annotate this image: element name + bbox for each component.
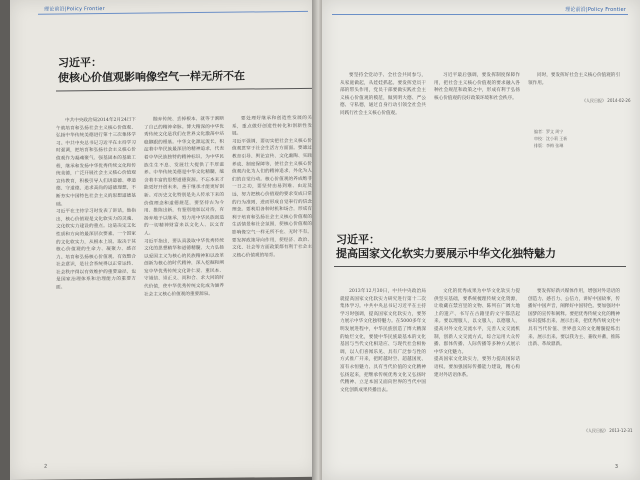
right-side-note: 编者：罗文 周宁 审校：沈小莉 王新 排版：李梅 张琳 [534, 129, 568, 148]
right-running-head: 理论前沿|Policy Frontier [565, 7, 626, 13]
right-article-title-line2: 提高国家文化软实力要展示中华文化独特魅力 [336, 247, 556, 260]
left-title-rule [56, 88, 312, 92]
right-header-rule [332, 14, 628, 15]
left-article-title-line1: 习近平： [58, 56, 102, 70]
right-page [322, 0, 640, 480]
right-article-title-line1: 习近平： [336, 233, 380, 246]
left-column-1-text: 中共中央政治局2014年2月24日下午就培育和弘扬社会主义核心价值观、弘扬中华传统美德进行第十三次集体学习。中共中央总书记习近平在主持学习时强调，把培育和弘扬社会主义核心价值观作为凝魂聚气、强基固本的基础工程，继承和发扬中华优秀传统文化和传统美德，广泛开展社会主义核心价值观宣传教育，积极引导人们讲道德、尊道德、守道德，追求高尚的道德理想，不断夯实中国特色社会主义的思想道德基础。 习近平在主持学习时发表了讲话。他指出，核心价值观是文化软实力的灵魂、文化软实力建设的重点。这是决定文化性质和方向的最深层次要素。一个国家的文化软实力，从根本上说，取决于其核心价值观的生命力、凝聚力、感召力。培育和弘扬核心价值观，有效整合社会意识，是社会系统得以正常运转、社会秩序得以有效维护的重要途径，也是国家治理体系和治理能力的重要方面。 [56, 117, 136, 291]
right-column-1-text: 2013年12月30日，中共中央政治局就提高国家文化软实力研究进行第十二次集体学习。中共中央总书记习近平在主持学习时强调，提高国家文化软实力，要努力展示中华文化独特魅力。在5000多年文明发展进程中，中华民族创造了博大精深的灿烂文化，要使中华民族最基本的文化基因与当代文化相适应、与现代社会相协调，以人们喜闻乐见、具有广泛参与性的方式推广开来，把跨越时空、超越国度、富有永恒魅力、具有当代价值的文化精神弘扬起来，把继承传统优秀文化又弘扬时代精神、立足本国又面向世界的当代中国文化创新成果传播出去。 [340, 289, 426, 393]
right-top-column-3-text: 同时，要发挥好社会主义核心价值观的引领作用。 [528, 73, 620, 86]
right-column-2-text: 文化的优秀成果为中华文化软实力提供坚实基础，要系统梳理传统文化资源，让收藏在禁宫里的文物、陈列在广阔大地上的遗产、书写在古籍里的文字都活起来。要以理服人，以文服人，以德服人，提高对外文化交流水平，完善人文交流机制，创新人文交流方式，综合运用大众传播、群体传播、人际传播等多种方式展示中华文化魅力。 提高国家文化软实力，要努力提高国际话语权。要加强国际传播能力建设，精心构建对外话语体系。 [434, 289, 520, 378]
right-top-column-2 [434, 72, 520, 164]
right-column-2 [434, 288, 520, 448]
left-running-head: 理论前沿|Policy Frontier [44, 6, 105, 13]
right-page-number: 3 [614, 464, 618, 470]
right-column-3 [528, 288, 620, 408]
right-bottom-source: 《人民日报》 2013-12-31 [584, 428, 633, 433]
left-article-title-line2: 使核心价值观影响像空气一样无所不在 [58, 69, 245, 85]
right-top-column-1-text: 要坚持全党动手、全社会共同参与，从家庭做起，从娃娃抓起。要发挥党员干部的带头作用，党员干部要做实践社会主义核心价值观的模范，做到明大德、严公德、守私德，通过自身行动引领全社会共同践行社会主义核心价值观。 [340, 73, 426, 116]
left-page [10, 0, 318, 480]
right-column-1 [340, 288, 426, 448]
left-column-2 [144, 116, 224, 435]
right-top-column-2-text: 习近平最后强调，要发挥制度保障作用，把社会主义核心价值观的要求融入各种社会规范和政策之中，形成有利于弘扬核心价值观的良好政策环境和社会秩序。 [434, 73, 520, 101]
right-column-3-text: 要发挥好新兴媒体作用，增强对外话语的创造力、感召力、公信力，讲好中国故事，传播好中国声音，阐释好中国特色。要加强对中国梦的宣传和阐释。要把优秀传统文化的精神标识提炼出来、展示出来，把优秀传统文化中具有当代价值、世界意义的文化精髓提炼出来、展示出来。要以我为主、兼收并蓄，推陈出新、革故鼎新。 [528, 289, 620, 348]
left-page-number: 2 [44, 463, 48, 470]
right-top-source: 《人民日报》 2014-02-26 [582, 98, 631, 103]
left-column-2-text: 抛弃传统、丢掉根本，就等于割断了自己的精神命脉。博大精深的中华优秀传统文化是我们在世界文化激荡中站稳脚跟的根基。中华文化源远流长，积淀着中华民族最深层的精神追求，代表着中华民族独特的精神标识，为中华民族生生不息、发展壮大提供了丰厚滋养。中华传统美德是中华文化精髓，蕴含着丰富的思想道德资源。不忘本来才能更好开创未来，善于继承才能更好创新。对历史文化特别是先人传承下来的价值理念和道德规范，要坚持古为今用、推陈出新，有鉴别地加以对待，有扬弃地予以继承，努力用中华民族创造的一切精神财富来以文化人、以文育人。 习近平指出，要认真汲取中华优秀传统文化的思想精华和道德精髓，大力弘扬以爱国主义为核心的民族精神和以改革创新为核心的时代精神，深入挖掘和阐发中华优秀传统文化讲仁爱、重民本、守诚信、崇正义、尚和合、求大同的时代价值，使中华优秀传统文化成为涵养社会主义核心价值观的重要源泉。 [144, 116, 224, 298]
left-column-3 [232, 115, 312, 434]
right-top-column-1 [340, 72, 426, 164]
left-column-1 [56, 117, 136, 436]
right-top-column-3 [528, 72, 620, 94]
left-column-3-text: 要处理好继承和创造性发展的关系，重点做好创造性转化和创新性发展。 习近平强调，要切实把社会主义核心价值观贯穿于社会生活方方面面。要通过教育引导、舆论宣传、文化熏陶、实践养成、制度保障等，使社会主义核心价值观内化为人们的精神追求，外化为人们的自觉行动。核心价值观的养成绝非一日之功，要坚持由易到难、由近及远，努力把核心价值观的要求变成日常的行为准则，进而形成自觉奉行的信念理念。要利用各种时机和场合，形成有利于培育和弘扬社会主义核心价值观的生活情景和社会氛围，使核心价值观的影响像空气一样无所不在、无时不有。要发挥政策导向作用，使经济、政治、文化、社会等方面政策都有利于社会主义核心价值观的培育。 [232, 115, 312, 259]
right-title-rule [334, 266, 626, 267]
